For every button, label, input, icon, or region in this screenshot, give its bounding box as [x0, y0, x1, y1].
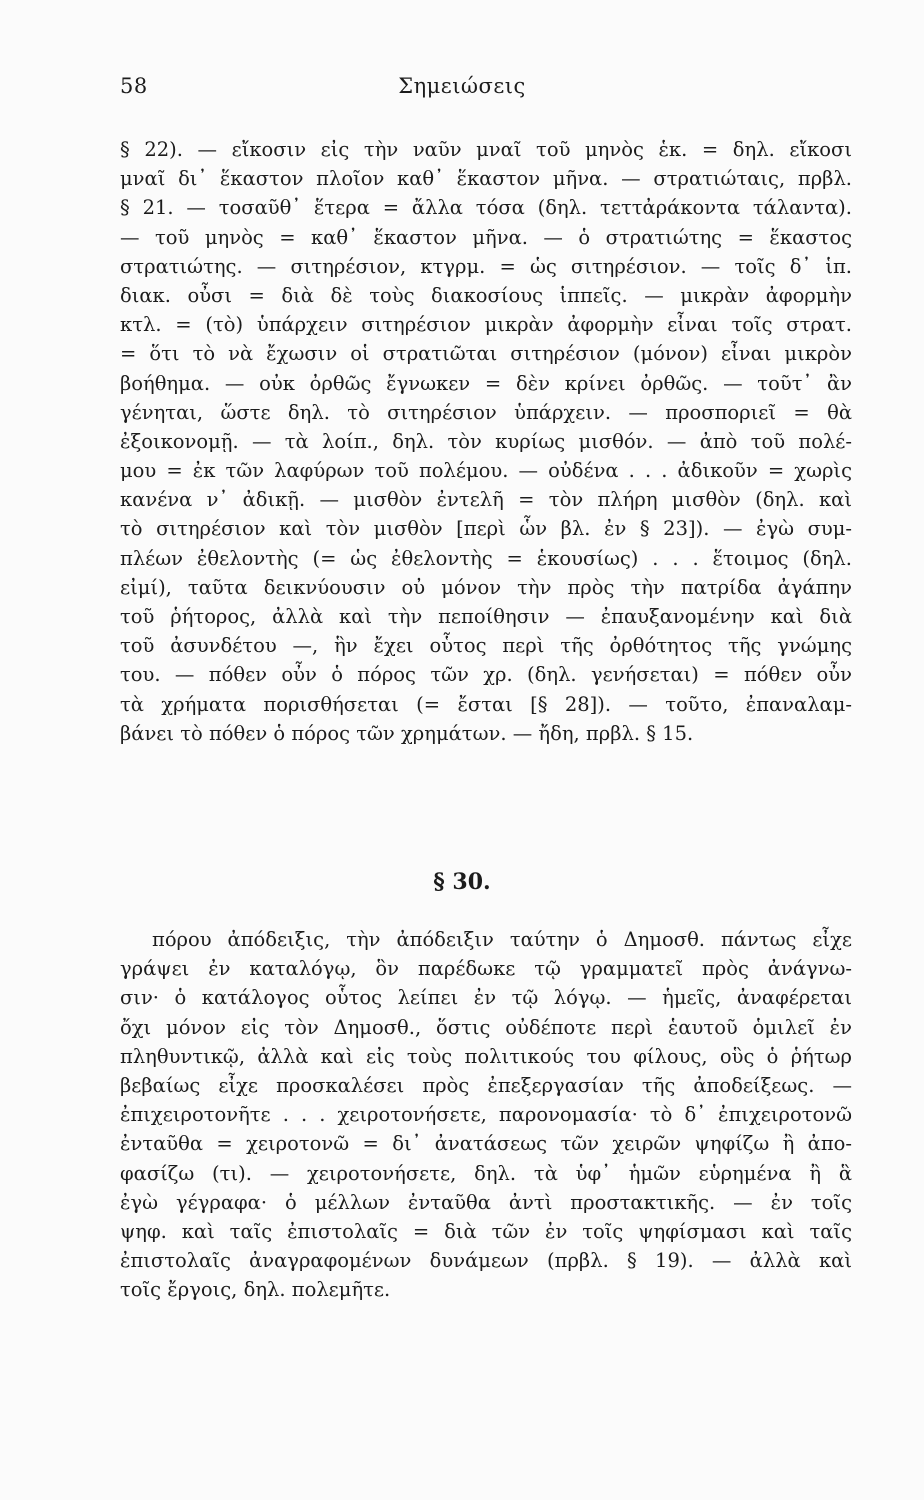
text-line: κανένα ν᾽ ἀδικῇ. — μισθὸν ἐντελῆ = τὸν πλήρη μισθὸν (δηλ. καὶ	[120, 488, 852, 512]
text-line: § 22). — εἴκοσιν εἰς τὴν ναῦν μναῖ τοῦ μηνὸς ἑκ. = δηλ. εἴκοσι	[120, 138, 852, 161]
text-line: κτλ. = (τὸ) ὑπάρχειν σιτηρέσιον μικρὰν ἀφορμὴν εἶναι τοῖς στρατ.	[120, 313, 852, 337]
text-line: § 21. — τοσαῦθ᾽ ἕτερα = ἄλλα τόσα (δηλ. τεττἀράκοντα τάλαντα).	[120, 196, 852, 220]
text-line: πληθυντικῷ, ἀλλὰ καὶ εἰς τοὺς πολιτικούς του φίλους, οὓς ὁ ῥήτωρ	[120, 1044, 852, 1068]
text-line: βοήθημα. — οὐκ ὀρθῶς ἔγνωκεν = δὲν κρίνει ὀρθῶς. — τοῦτ᾽ ἂν	[120, 371, 852, 395]
text-line: εἰμί), ταῦτα δεικνύουσιν οὐ μόνον τὴν πρὸς τὴν πατρίδα ἀγάπην	[120, 575, 852, 599]
text-line: του. — πόθεν οὖν ὁ πόρος τῶν χρ. (δηλ. γενήσεται) = πόθεν οὖν	[120, 663, 852, 687]
section-heading: § 30.	[433, 869, 491, 895]
text-line: πόρου ἀπόδειξις, τὴν ἀπόδειξιν ταύτην ὁ Δημοσθ. πάντως εἶχε	[152, 928, 852, 951]
text-line: ψηφ. καὶ ταῖς ἐπιστολαῖς = διὰ τῶν ἐν τοῖς ψηφίσμασι καὶ ταῖς	[120, 1219, 852, 1243]
text-line: τοῦ ῥήτορος, ἀλλὰ καὶ τὴν πεποίθησιν — ἐπαυξανομένην καὶ διὰ	[120, 605, 852, 628]
commentary-block-1	[120, 135, 852, 748]
text-line: φασίζω (τι). — χειροτονήσετε, δηλ. τὰ ὑφ᾽ ἡμῶν εὑρημένα ἢ ἃ	[120, 1161, 852, 1185]
text-line: τοῦ ἀσυνδέτου —, ἣν ἔχει οὗτος περὶ τῆς ὀρθότητος τῆς γνώμης	[120, 634, 852, 658]
text-line: ἐνταῦθα = χειροτονῶ = δι᾽ ἀνατάσεως τῶν χειρῶν ψηφίζω ἢ ἀπο-	[120, 1132, 852, 1156]
text-line: γένηται, ὥστε δηλ. τὸ σιτηρέσιον ὑπάρχειν. — προσποριεῖ = θὰ	[120, 400, 852, 424]
text-line: στρατιώτης. — σιτηρέσιον, κτγρμ. = ὡς σιτηρέσιον. — τοῖς δ᾽ ἱπ.	[120, 254, 852, 278]
text-line: μναῖ δι᾽ ἕκαστον πλοῖον καθ᾽ ἕκαστον μῆνα. — στρατιώταις, πρβλ.	[120, 167, 852, 191]
text-line: μου = ἐκ τῶν λαφύρων τοῦ πολέμου. — οὐδένα . . . ἀδικοῦν = χωρὶς	[120, 459, 852, 483]
page-number: 58	[120, 74, 148, 98]
text-line: ἐγὼ γέγραφα· ὁ μέλλων ἐνταῦθα ἀντὶ προστακτικῆς. — ἐν τοῖς	[120, 1190, 852, 1214]
text-line: βάνει τὸ πόθεν ὁ πόρος τῶν χρημάτων. — ἤδη, πρβλ. § 15.	[120, 721, 694, 745]
text-line: — τοῦ μηνὸς = καθ᾽ ἕκαστον μῆνα. — ὁ στρατιώτης = ἕκαστος	[120, 225, 852, 249]
text-line: ἐπιχειροτονῆτε . . . χειροτονήσετε, παρονομασία· τὸ δ᾽ ἐπιχειροτονῶ	[120, 1103, 852, 1127]
text-line: πλέων ἐθελοντὴς (= ὡς ἐθελοντὴς = ἑκουσίως) . . . ἕτοιμος (δηλ.	[120, 546, 852, 570]
text-line: σιν· ὁ κατάλογος οὗτος λείπει ἐν τῷ λόγῳ. — ἡμεῖς, ἀναφέρεται	[120, 986, 852, 1010]
text-line: ὄχι μόνον εἰς τὸν Δημοσθ., ὅστις οὐδέποτε περὶ ἑαυτοῦ ὁμιλεῖ ἐν	[120, 1015, 852, 1039]
text-line: γράψει ἐν καταλόγῳ, ὃν παρέδωκε τῷ γραμματεῖ πρὸς ἀνάγνω-	[120, 957, 852, 981]
text-line: ἐξοικονομῇ. — τὰ λοίπ., δηλ. τὸν κυρίως μισθόν. — ἀπὸ τοῦ πολέ-	[120, 429, 852, 453]
text-line: ἐπιστολαῖς ἀναγραφομένων δυνάμεων (πρβλ. § 19). — ἀλλὰ καὶ	[120, 1249, 852, 1273]
text-line: τὸ σιτηρέσιον καὶ τὸν μισθὸν [περὶ ὧν βλ. ἐν § 23]). — ἐγὼ συμ-	[120, 517, 852, 541]
text-line: = ὅτι τὸ νὰ ἔχωσιν οἱ στρατιῶται σιτηρέσιον (μόνον) εἶναι μικρὸν	[120, 342, 852, 366]
commentary-block-2	[120, 925, 852, 1304]
text-line: βεβαίως εἶχε προσκαλέσει πρὸς ἐπεξεργασίαν τῆς ἀποδείξεως. —	[120, 1073, 852, 1097]
text-line: τὰ χρήματα πορισθήσεται (= ἔσται [§ 28]). — τοῦτο, ἐπαναλαμ-	[120, 692, 852, 716]
text-line: τοῖς ἔργοις, δηλ. πολεμῆτε.	[120, 1278, 391, 1302]
running-head-title: Σημειώσεις	[398, 74, 526, 98]
text-line: διακ. οὖσι = διὰ δὲ τοὺς διακοσίους ἱππεῖς. — μικρὰν ἀφορμὴν	[120, 283, 852, 307]
